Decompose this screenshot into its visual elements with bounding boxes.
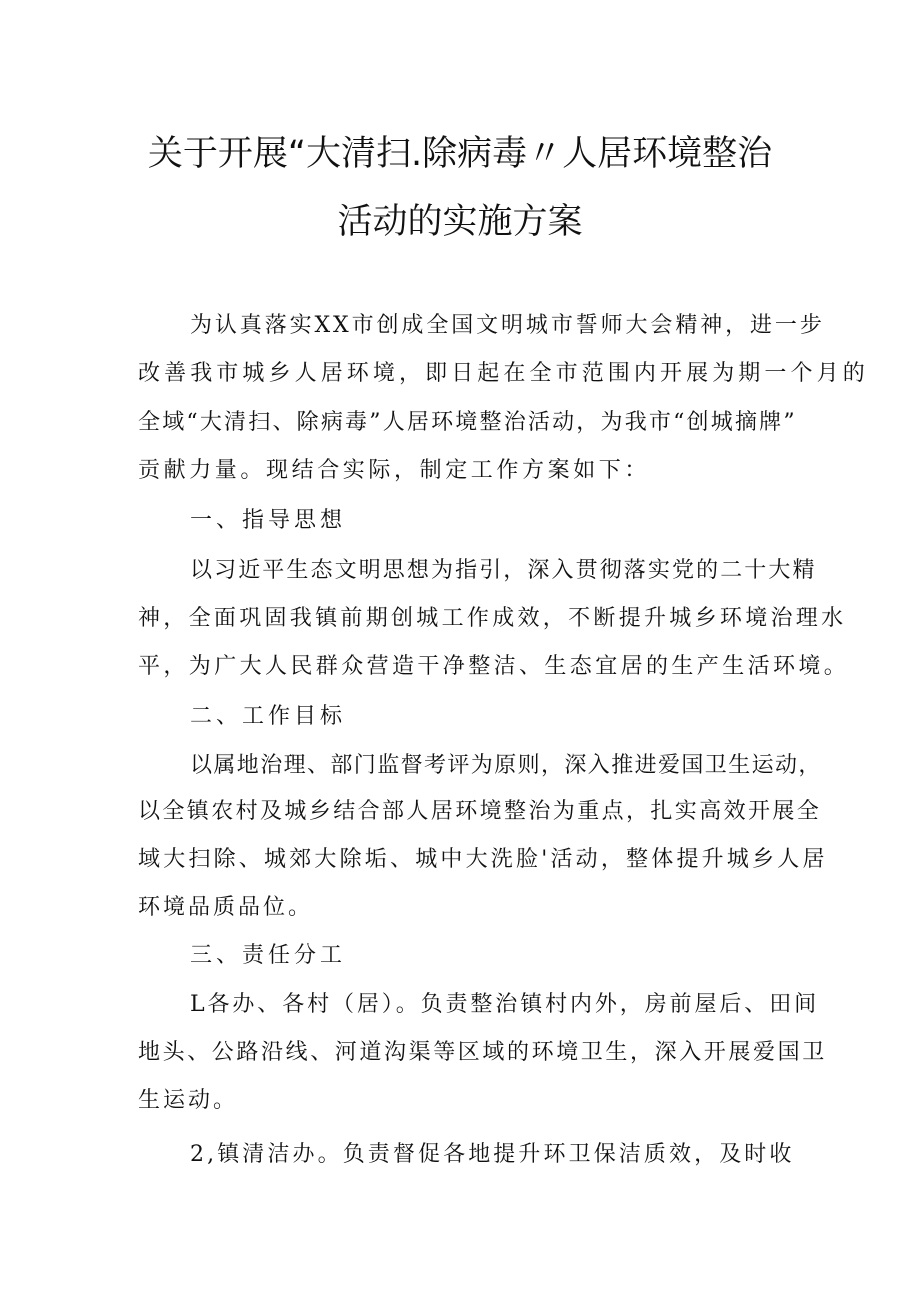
paragraph-line: 以属地治理、部门监督考评为原则，深入推进爱国卫生运动， — [190, 753, 822, 778]
paragraph-line: 为认真落实XX市创成全国文明城市誓师大会精神，进一步 — [190, 313, 825, 338]
paragraph-line: 改善我市城乡人居环境，即日起在全市范围内开展为期一个月的 — [138, 361, 869, 386]
paragraph-line: 以习近平生态文明思想为指引，深入贯彻落实党的二十大精 — [190, 558, 817, 583]
paragraph-line: 2,镇清洁办。负责督促各地提升环卫保洁质效，及时收 — [190, 1142, 795, 1167]
section-heading-responsibilities: 三、责任分工 — [190, 943, 347, 968]
paragraph-line: L各办、各村（居）。负责整治镇村内外，房前屋后、田间 — [190, 992, 820, 1017]
paragraph-line: 域大扫除、城郊大除垢、城中大洗脸'活动，整体提升城乡人居 — [138, 847, 828, 872]
paragraph-line: 平，为广大人民群众营造干净整洁、生态宜居的生产生活环境。 — [138, 654, 850, 679]
paragraph-line: 神，全面巩固我镇前期创城工作成效，不断提升城乡环境治理水 — [138, 606, 847, 631]
paragraph-line: 生运动。 — [138, 1088, 239, 1113]
paragraph-line: 地头、公路沿线、河道沟渠等区域的环境卫生，深入开展爱国卫 — [138, 1040, 827, 1065]
section-heading-work-goals: 二、工作目标 — [190, 704, 347, 729]
section-heading-guiding-ideology: 一、指导思想 — [190, 508, 347, 533]
paragraph-line: 全域“大清扫、除病毒”人居环境整治活动，为我市“创城摘牌” — [138, 410, 797, 435]
paragraph-line: 以全镇农村及城乡结合部人居环境整治为重点，扎实高效开展全 — [138, 799, 822, 824]
paragraph-line: 环境品质品位。 — [138, 895, 314, 920]
paragraph-line: 贡献力量。现结合实际，制定工作方案如下： — [138, 458, 651, 483]
document-title-line-1: 关于开展“大清扫.除病毒〃人居环境整治 — [147, 134, 773, 174]
document-title-line-2: 活动的实施方案 — [337, 202, 583, 242]
